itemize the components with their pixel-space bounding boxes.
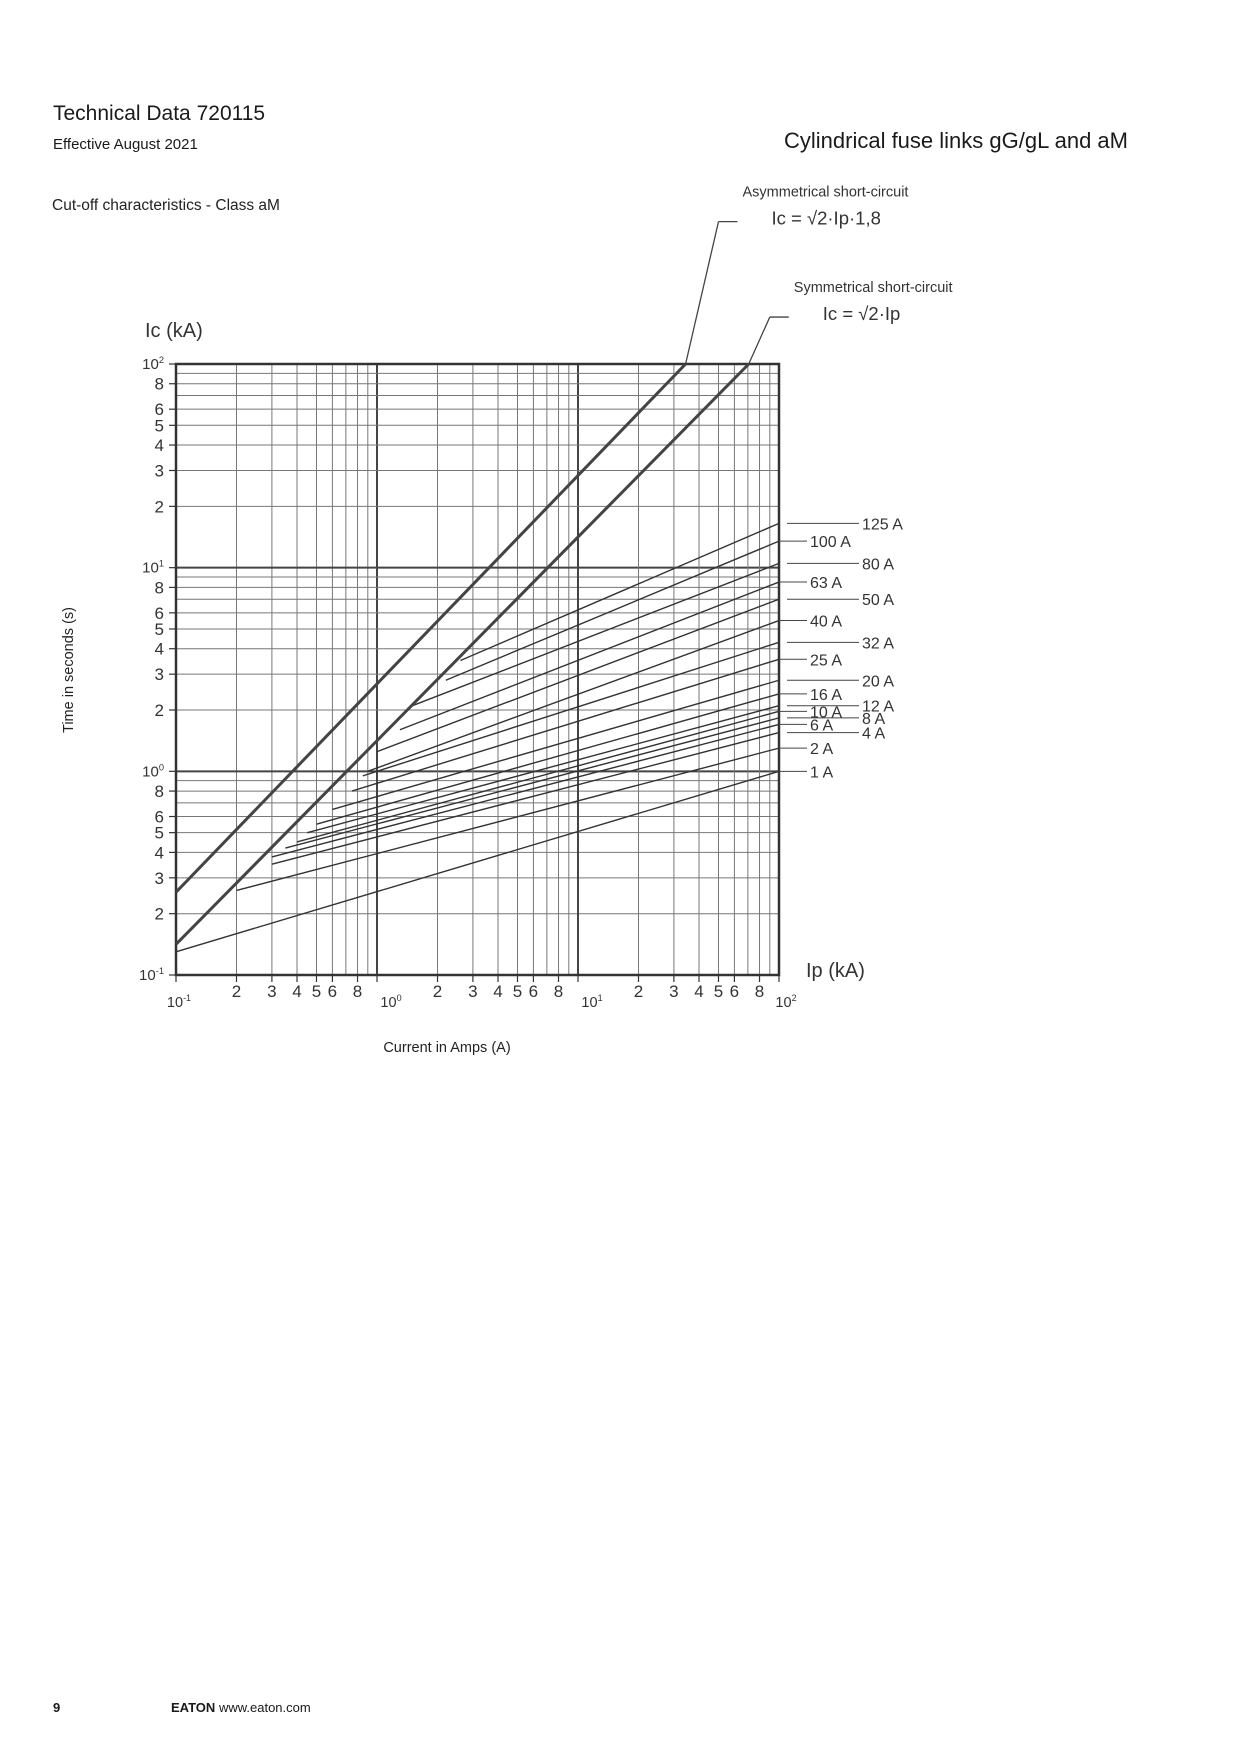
x-tick-label: 3 — [669, 982, 679, 1001]
curve-label: 32 A — [862, 635, 895, 653]
x-tick-label: 4 — [493, 982, 503, 1001]
footer-url[interactable]: www.eaton.com — [218, 1700, 311, 1715]
document-number: 720115 — [196, 102, 266, 125]
ip-axis-label: Ip (kA) — [806, 960, 865, 982]
asymmetrical-line — [176, 364, 686, 892]
curve-label: 6 A — [810, 717, 834, 735]
x-tick-label: 8 — [352, 982, 363, 1001]
y-tick-label: 6 — [154, 400, 164, 420]
curve-label: 1 A — [810, 764, 834, 782]
curve-4a — [272, 733, 779, 865]
y-tick-label: 3 — [154, 461, 164, 481]
x-tick-label: $10^{-1}$ — [166, 993, 192, 1011]
y-axis-title: Time in seconds (s) — [61, 607, 77, 733]
x-tick-label: 8 — [754, 982, 765, 1001]
curve-label: 125 A — [862, 516, 903, 534]
x-tick-label: 2 — [231, 982, 242, 1001]
y-tick-label: 6 — [154, 807, 164, 827]
x-tick-label: 5 — [311, 982, 322, 1001]
ic-axis-label: Ic (kA) — [145, 320, 203, 342]
x-tick-label: 4 — [694, 982, 704, 1001]
x-tick-label: 5 — [512, 982, 523, 1001]
y-tick-label: 8 — [154, 578, 164, 598]
curve-63a — [400, 582, 779, 730]
curve-label: 4 A — [862, 725, 886, 743]
curve-16a — [316, 694, 779, 824]
y-tick-label: 3 — [154, 665, 164, 685]
eaton-logo: EATON — [171, 1700, 216, 1715]
y-tick-label: $10^0$ — [142, 762, 164, 781]
product-title: Cylindrical fuse links gG/gL and aM — [783, 128, 1128, 153]
footer-brand — [171, 1700, 311, 1715]
curve-125a — [460, 523, 779, 660]
y-tick-label: 2 — [154, 497, 164, 517]
curve-label: 100 A — [810, 534, 851, 552]
curve-label: 40 A — [810, 613, 843, 631]
effective-date: Effective August 2021 — [53, 136, 198, 153]
curve-label: 50 A — [862, 592, 895, 610]
x-tick-label: 2 — [633, 982, 644, 1001]
x-tick-label: $10^2$ — [775, 993, 797, 1011]
y-tick-label: 4 — [154, 436, 164, 456]
x-tick-label: 2 — [432, 982, 443, 1001]
curve-label: 16 A — [810, 686, 843, 704]
x-tick-label: 8 — [553, 982, 564, 1001]
y-tick-label: 8 — [154, 374, 164, 394]
y-tick-label: 5 — [154, 619, 164, 639]
document-type: Technical Data — [53, 102, 191, 125]
x-axis-title: Current in Amps (A) — [383, 1040, 511, 1056]
x-tick-label: 3 — [468, 982, 478, 1001]
curve-8a — [285, 718, 779, 848]
y-tick-label: 4 — [154, 639, 164, 659]
asymmetrical-leader — [686, 222, 719, 364]
y-tick-label: $10^1$ — [142, 558, 164, 577]
page-number: 9 — [53, 1700, 61, 1715]
symmetrical-line — [176, 364, 749, 944]
curve-label: 8 A — [862, 710, 886, 728]
x-tick-label: $10^0$ — [380, 993, 402, 1011]
symmetrical-formula: Ic = √2·Ip — [822, 303, 901, 325]
x-tick-label: $10^1$ — [581, 993, 603, 1011]
y-tick-label: 8 — [154, 782, 164, 802]
symmetrical-title: Symmetrical short-circuit — [793, 280, 953, 297]
curve-label: 63 A — [810, 575, 843, 593]
x-tick-label: 6 — [528, 982, 539, 1001]
y-tick-label: 5 — [154, 416, 164, 436]
chart-reference-lines — [176, 185, 953, 945]
curve-80a — [412, 563, 779, 705]
figure-caption: Cut-off characteristics - Class aM — [52, 197, 280, 214]
curve-2a — [237, 748, 779, 890]
symmetrical-leader — [749, 317, 770, 364]
curve-label: 10 A — [810, 704, 843, 722]
curve-label: 20 A — [862, 673, 895, 691]
y-tick-label: $10^{-1}$ — [139, 966, 164, 984]
curve-label: 25 A — [810, 652, 843, 670]
y-tick-label: 4 — [154, 843, 164, 863]
x-tick-label: 4 — [292, 982, 302, 1001]
x-tick-label: 6 — [729, 982, 740, 1001]
curve-32a — [363, 642, 779, 776]
curve-10a — [297, 711, 779, 842]
y-tick-label: 2 — [154, 904, 164, 924]
y-tick-label: 6 — [154, 603, 164, 623]
x-tick-label: 3 — [267, 982, 277, 1001]
curve-label: 12 A — [862, 698, 895, 716]
curve-12a — [307, 706, 779, 833]
chart-ticks — [139, 355, 797, 1011]
y-tick-label: 2 — [154, 701, 164, 721]
asymmetrical-formula: Ic = √2·Ip·1,8 — [771, 207, 881, 229]
y-tick-label: 3 — [154, 868, 164, 888]
x-tick-label: 6 — [327, 982, 338, 1001]
x-tick-label: 5 — [713, 982, 724, 1001]
y-tick-label: 5 — [154, 823, 164, 843]
curve-label: 2 A — [810, 741, 834, 759]
asymmetrical-title: Asymmetrical short-circuit — [742, 184, 909, 201]
y-tick-label: $10^2$ — [142, 355, 164, 373]
curve-label: 80 A — [862, 556, 895, 574]
chart-labels — [779, 516, 903, 781]
